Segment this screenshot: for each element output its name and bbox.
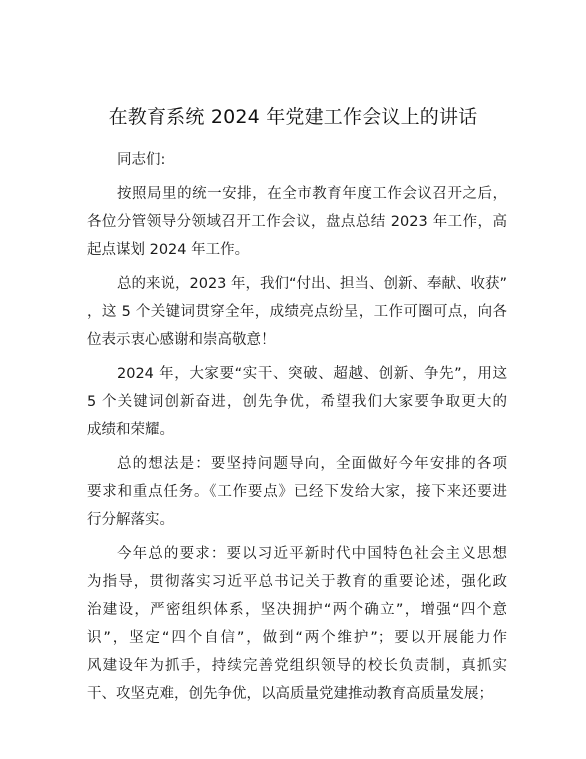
paragraph-line: 成绩和荣耀。 [87, 422, 174, 438]
paragraph-line: 风建设年为抓手，持续完善党组织领导的校长负责制，真抓实 [87, 658, 507, 674]
paragraph-line: 为指导，贯彻落实习近平总书记关于教育的重要论述，强化政 [87, 574, 507, 590]
salutation: 同志们: [117, 152, 166, 168]
paragraph-line: 各位分管领导分领域召开工作会议，盘点总结 2023 年工作，高 [87, 214, 507, 230]
paragraph-line: 按照局里的统一安排，在全市教育年度工作会议召开之后， [117, 186, 507, 202]
paragraph-line: 5 个关键词创新奋进，创先争优，希望我们大家要争取更大的 [87, 394, 507, 410]
document-title: 在教育系统 2024 年党建工作会议上的讲话 [108, 106, 478, 128]
paragraph-line: 干、攻坚克难，创先争优，以高质量党建推动教育高质量发展； [87, 686, 493, 702]
paragraph-line: ，这 5 个关键词贯穿全年，成绩亮点纷呈，工作可圈可点，向各 [87, 304, 507, 320]
paragraph-line: 识”，坚定“四个自信”，做到“两个维护”；要以开展能力作 [87, 630, 507, 646]
paragraph-line: 今年总的要求：要以习近平新时代中国特色社会主义思想 [117, 546, 507, 562]
paragraph-line: 位表示衷心感谢和崇高敬意！ [87, 332, 276, 348]
paragraph-4 [87, 450, 507, 534]
paragraph-line: 总的来说，2023 年，我们“付出、担当、创新、奉献、收获” [117, 276, 508, 292]
paragraph-line: 起点谋划 2024 年工作。 [87, 242, 250, 258]
paragraph-3 [87, 360, 507, 444]
paragraph-line: 治建设，严密组织体系，坚决拥护“两个确立”，增强“四个意 [87, 602, 507, 618]
paragraph-line: 2024 年，大家要“实干、突破、超越、创新、争先”，用这 [117, 366, 507, 382]
paragraph-2 [87, 270, 507, 354]
paragraph-line: 要求和重点任务。《工作要点》已经下发给大家，接下来还要进 [87, 484, 507, 500]
paragraph-line: 总的想法是：要坚持问题导向，全面做好今年安排的各项 [117, 456, 507, 472]
paragraph-line: 行分解落实。 [87, 512, 174, 528]
document-body [87, 146, 507, 714]
paragraph-1 [87, 180, 507, 264]
paragraph-5 [87, 540, 507, 708]
